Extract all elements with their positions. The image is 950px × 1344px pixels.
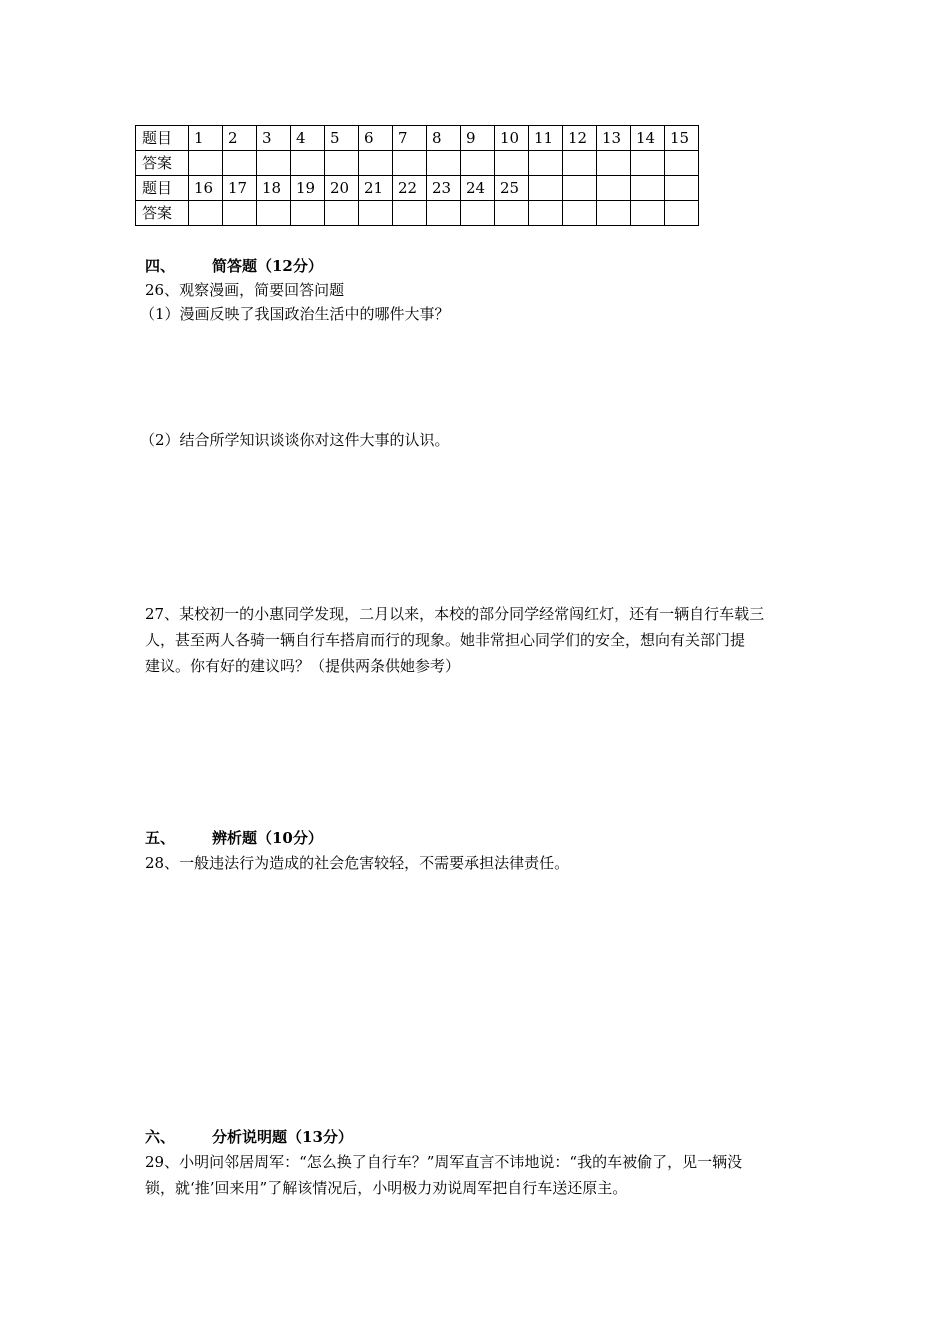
- answer-table-cell: 21: [359, 176, 393, 201]
- answer-table-cell: 18: [257, 176, 291, 201]
- answer-table-cell: [631, 151, 665, 176]
- question-26-part-2: （2）结合所学知识谈谈你对这件大事的认识。: [140, 431, 450, 449]
- answer-table-cell: 13: [597, 126, 631, 151]
- answer-table-cell: 20: [325, 176, 359, 201]
- answer-table-cell: [665, 176, 699, 201]
- answer-table-cell: 3: [257, 126, 291, 151]
- question-26-part-1: （1）漫画反映了我国政治生活中的哪件大事？: [140, 305, 450, 323]
- answer-table-cell: 6: [359, 126, 393, 151]
- answer-table-cell: [665, 151, 699, 176]
- answer-table-body: [136, 126, 699, 226]
- answer-table-cell: 9: [461, 126, 495, 151]
- section-4-number: 四、: [145, 257, 176, 275]
- answer-table-cell: [325, 151, 359, 176]
- question-29-line-1: 29、小明问邻居周军：“怎么换了自行车？”周军直言不讳地说：“我的车被偷了，见一辆没: [145, 1153, 743, 1171]
- answer-table-row: [136, 151, 699, 176]
- question-28: 28、一般违法行为造成的社会危害较轻，不需要承担法律责任。: [145, 854, 570, 872]
- section-6-title: 分析说明题（13分）: [212, 1128, 353, 1146]
- answer-table-row-header: 答案: [136, 151, 189, 176]
- answer-table-cell: [495, 151, 529, 176]
- answer-table-cell: 4: [291, 126, 325, 151]
- section-6-number: 六、: [145, 1128, 176, 1146]
- answer-table-cell: [461, 201, 495, 226]
- answer-table-row: [136, 126, 699, 151]
- section-5-title: 辨析题（10分）: [212, 829, 323, 847]
- answer-table-row-header: 题目: [136, 176, 189, 201]
- answer-table-cell: 14: [631, 126, 665, 151]
- answer-table-cell: [495, 201, 529, 226]
- answer-table-cell: [461, 151, 495, 176]
- section-4-title: 简答题（12分）: [212, 257, 323, 275]
- answer-table-cell: [529, 201, 563, 226]
- section-4-heading: [145, 256, 323, 276]
- question-29-line-2: 锁，就‘推’回来用”了解该情况后，小明极力劝说周军把自行车送还原主。: [145, 1179, 628, 1197]
- answer-table-cell: 5: [325, 126, 359, 151]
- answer-table-cell: 15: [665, 126, 699, 151]
- answer-table-row: [136, 201, 699, 226]
- answer-table-cell: [597, 176, 631, 201]
- answer-table-cell: [529, 176, 563, 201]
- question-27-line-1: 27、某校初一的小惠同学发现，二月以来，本校的部分同学经常闯红灯，还有一辆自行车载三: [145, 605, 765, 623]
- answer-table-cell: 23: [427, 176, 461, 201]
- answer-table-cell: [427, 151, 461, 176]
- answer-table-cell: 7: [393, 126, 427, 151]
- answer-table-cell: 24: [461, 176, 495, 201]
- section-5-number: 五、: [145, 829, 176, 847]
- answer-table-cell: [631, 176, 665, 201]
- answer-table-cell: 17: [223, 176, 257, 201]
- answer-table-cell: [223, 151, 257, 176]
- answer-table-row-header: 答案: [136, 201, 189, 226]
- answer-table-cell: [563, 201, 597, 226]
- answer-table-cell: [665, 201, 699, 226]
- answer-table-cell: [291, 201, 325, 226]
- answer-table-row: [136, 176, 699, 201]
- question-27-line-2: 人，甚至两人各骑一辆自行车搭肩而行的现象。她非常担心同学们的安全，想向有关部门提: [145, 631, 746, 649]
- answer-table-cell: 1: [189, 126, 223, 151]
- answer-table-cell: [563, 176, 597, 201]
- answer-table-cell: [597, 201, 631, 226]
- question-27-line-3: 建议。你有好的建议吗？（提供两条供她参考）: [145, 657, 461, 675]
- answer-table-cell: 11: [529, 126, 563, 151]
- answer-table-cell: [359, 151, 393, 176]
- answer-table-cell: 25: [495, 176, 529, 201]
- answer-table-cell: 2: [223, 126, 257, 151]
- answer-table-cell: 8: [427, 126, 461, 151]
- answer-table-cell: [597, 151, 631, 176]
- answer-table-cell: [291, 151, 325, 176]
- answer-table-cell: 12: [563, 126, 597, 151]
- answer-table-cell: [393, 151, 427, 176]
- answer-table-cell: 22: [393, 176, 427, 201]
- answer-table-cell: [359, 201, 393, 226]
- answer-table-cell: [189, 151, 223, 176]
- answer-table-cell: 19: [291, 176, 325, 201]
- answer-table-cell: [189, 201, 223, 226]
- answer-table-cell: [631, 201, 665, 226]
- answer-table-cell: 10: [495, 126, 529, 151]
- answer-table-cell: [257, 151, 291, 176]
- answer-table: [135, 125, 699, 226]
- section-5-heading: [145, 828, 323, 848]
- answer-table-cell: [427, 201, 461, 226]
- answer-table-cell: [325, 201, 359, 226]
- answer-table-cell: [563, 151, 597, 176]
- answer-table-cell: 16: [189, 176, 223, 201]
- question-26: 26、观察漫画，简要回答问题: [145, 281, 345, 299]
- answer-table-cell: [223, 201, 257, 226]
- answer-table-row-header: 题目: [136, 126, 189, 151]
- answer-table-cell: [393, 201, 427, 226]
- answer-table-cell: [529, 151, 563, 176]
- section-6-heading: [145, 1127, 353, 1147]
- answer-table-cell: [257, 201, 291, 226]
